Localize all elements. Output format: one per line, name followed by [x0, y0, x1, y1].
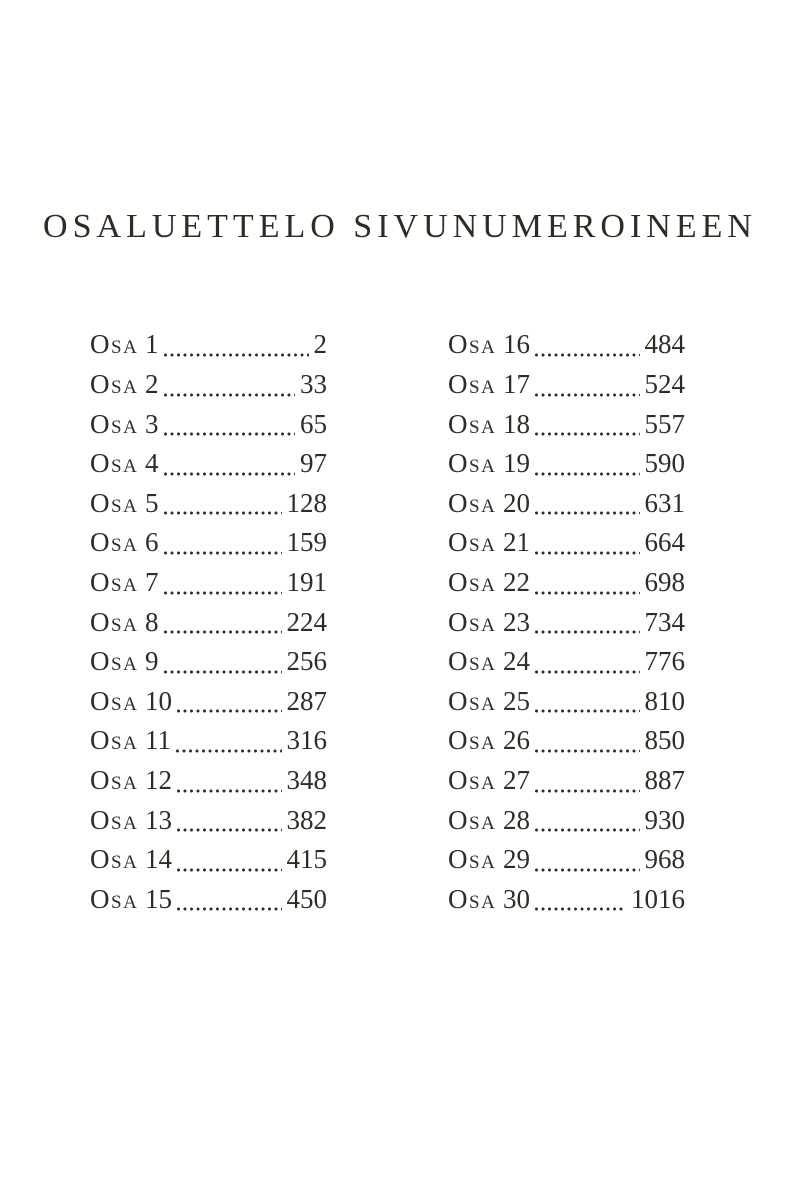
part-label: Osa [90, 408, 139, 439]
part-number: 14 [145, 844, 172, 875]
part-label: Osa [448, 487, 497, 518]
page-number: 590 [644, 448, 685, 479]
toc-row [448, 563, 685, 603]
page-number: 850 [644, 725, 685, 756]
dot-leader [164, 670, 282, 674]
toc-row [90, 563, 327, 603]
page-number: 734 [644, 606, 685, 637]
part-number: 24 [503, 646, 530, 677]
page-number: 1016 [631, 883, 685, 914]
page-title: OSALUETTELO SIVUNUMEROINEEN [43, 208, 757, 245]
part-number: 16 [503, 329, 530, 360]
part-label: Osa [90, 725, 139, 756]
toc-row [448, 444, 685, 484]
part-number: 18 [503, 408, 530, 439]
part-label: Osa [448, 329, 497, 360]
part-label: Osa [90, 646, 139, 677]
dot-leader [177, 907, 282, 911]
part-number: 20 [503, 487, 530, 518]
dot-leader [535, 353, 640, 357]
page-number: 631 [644, 487, 685, 518]
toc-row [90, 721, 327, 761]
page-number: 287 [286, 685, 327, 716]
page-number: 930 [644, 804, 685, 835]
part-label: Osa [90, 883, 139, 914]
page-number: 484 [644, 329, 685, 360]
part-number: 5 [145, 487, 159, 518]
dot-leader [164, 393, 296, 397]
toc-row [448, 405, 685, 445]
dot-leader [164, 472, 296, 476]
part-number: 15 [145, 883, 172, 914]
part-label: Osa [90, 487, 139, 518]
part-number: 13 [145, 804, 172, 835]
toc-row [90, 405, 327, 445]
part-number: 27 [503, 764, 530, 795]
part-number: 3 [145, 408, 159, 439]
dot-leader [535, 868, 640, 872]
toc-row [90, 603, 327, 643]
toc-row [90, 325, 327, 365]
page-number: 664 [644, 527, 685, 558]
part-label: Osa [448, 883, 497, 914]
part-number: 6 [145, 527, 159, 558]
dot-leader [164, 353, 309, 357]
page-number: 968 [644, 844, 685, 875]
part-label: Osa [90, 764, 139, 795]
page-number: 97 [300, 448, 327, 479]
toc-row [448, 642, 685, 682]
dot-leader [535, 630, 640, 634]
dot-leader [535, 511, 640, 515]
toc-row [90, 840, 327, 880]
page-number: 316 [286, 725, 327, 756]
part-number: 26 [503, 725, 530, 756]
part-label: Osa [90, 448, 139, 479]
page-number: 159 [286, 527, 327, 558]
toc-column-right [448, 325, 685, 919]
part-number: 21 [503, 527, 530, 558]
toc-row [448, 523, 685, 563]
part-number: 25 [503, 685, 530, 716]
part-label: Osa [448, 646, 497, 677]
page-number: 415 [286, 844, 327, 875]
part-label: Osa [448, 368, 497, 399]
part-label: Osa [90, 844, 139, 875]
toc-row [90, 444, 327, 484]
part-label: Osa [448, 804, 497, 835]
part-label: Osa [448, 844, 497, 875]
page-number: 810 [644, 685, 685, 716]
dot-leader [164, 630, 282, 634]
toc-row [90, 761, 327, 801]
toc-row [90, 801, 327, 841]
part-label: Osa [448, 566, 497, 597]
toc-columns [90, 325, 800, 919]
toc-row [90, 682, 327, 722]
dot-leader [164, 432, 296, 436]
toc-row [90, 642, 327, 682]
dot-leader [535, 472, 640, 476]
toc-row [90, 880, 327, 920]
page-number: 128 [286, 487, 327, 518]
part-label: Osa [90, 527, 139, 558]
dot-leader [535, 789, 640, 793]
page-number: 776 [644, 646, 685, 677]
part-number: 10 [145, 685, 172, 716]
toc-row [90, 365, 327, 405]
part-label: Osa [90, 566, 139, 597]
part-number: 11 [145, 725, 171, 756]
part-label: Osa [90, 606, 139, 637]
part-number: 8 [145, 606, 159, 637]
toc-row [448, 365, 685, 405]
page-number: 65 [300, 408, 327, 439]
part-label: Osa [448, 448, 497, 479]
part-label: Osa [90, 329, 139, 360]
part-label: Osa [90, 804, 139, 835]
toc-row [448, 801, 685, 841]
page-number: 887 [644, 764, 685, 795]
dot-leader [535, 551, 640, 555]
part-number: 1 [145, 329, 159, 360]
toc-row [90, 484, 327, 524]
part-label: Osa [448, 685, 497, 716]
page-number: 33 [300, 368, 327, 399]
dot-leader [535, 393, 640, 397]
page-number: 557 [644, 408, 685, 439]
page-number: 382 [286, 804, 327, 835]
part-number: 4 [145, 448, 159, 479]
part-label: Osa [448, 408, 497, 439]
dot-leader [164, 511, 282, 515]
toc-column-left [90, 325, 327, 919]
part-label: Osa [448, 764, 497, 795]
page-number: 698 [644, 566, 685, 597]
dot-leader [535, 591, 640, 595]
part-label: Osa [90, 685, 139, 716]
part-number: 12 [145, 764, 172, 795]
dot-leader [535, 828, 640, 832]
dot-leader [177, 789, 282, 793]
dot-leader [176, 749, 282, 753]
toc-row [448, 880, 685, 920]
page-number: 524 [644, 368, 685, 399]
toc-row [448, 721, 685, 761]
page-number: 256 [286, 646, 327, 677]
page-number: 348 [286, 764, 327, 795]
part-number: 22 [503, 566, 530, 597]
part-number: 9 [145, 646, 159, 677]
part-label: Osa [448, 606, 497, 637]
dot-leader [164, 551, 282, 555]
dot-leader [535, 749, 640, 753]
page-number: 191 [286, 566, 327, 597]
toc-row [448, 682, 685, 722]
part-label: Osa [90, 368, 139, 399]
toc-row [448, 603, 685, 643]
dot-leader [535, 907, 626, 911]
toc-row [448, 761, 685, 801]
part-number: 28 [503, 804, 530, 835]
page-number: 224 [286, 606, 327, 637]
dot-leader [535, 709, 640, 713]
part-number: 7 [145, 566, 159, 597]
part-number: 30 [503, 883, 530, 914]
part-number: 23 [503, 606, 530, 637]
part-number: 29 [503, 844, 530, 875]
dot-leader [164, 591, 282, 595]
part-label: Osa [448, 725, 497, 756]
toc-row [448, 484, 685, 524]
dot-leader [535, 432, 640, 436]
page-number: 2 [313, 329, 327, 360]
part-number: 17 [503, 368, 530, 399]
dot-leader [535, 670, 640, 674]
part-number: 19 [503, 448, 530, 479]
dot-leader [177, 828, 282, 832]
toc-row [448, 325, 685, 365]
part-label: Osa [448, 527, 497, 558]
dot-leader [177, 709, 282, 713]
toc-row [448, 840, 685, 880]
dot-leader [177, 868, 282, 872]
part-number: 2 [145, 368, 159, 399]
page-number: 450 [286, 883, 327, 914]
toc-row [90, 523, 327, 563]
